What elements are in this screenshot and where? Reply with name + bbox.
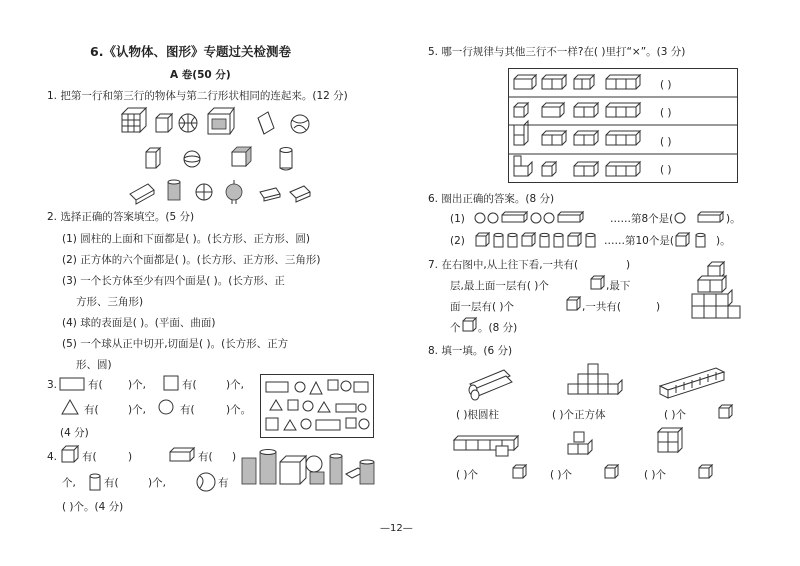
square-icon (164, 376, 178, 390)
small-cube-icon (566, 296, 582, 312)
can-icon (168, 180, 180, 200)
q1-row3-objects (120, 178, 320, 206)
q5-pattern-table (508, 68, 738, 183)
cube-icon (232, 147, 251, 166)
q7-line-3: 面一层有( )个 (450, 301, 515, 313)
small-cube-icon (590, 275, 606, 291)
q7-line-3-mid: ,一共有( (582, 301, 621, 313)
q2-line-1: (1) 圆柱的上面和下面都是( )。(长方形、正方形、圆) (62, 233, 310, 245)
q5-answer-row-1[interactable]: ( ) (660, 79, 672, 91)
circle-icon (159, 400, 173, 414)
cube-choice (676, 233, 689, 246)
cylinder-bundle-icon (464, 364, 524, 400)
page-title: 6.《认物体、图形》专题过关检测卷 (90, 44, 291, 59)
q3-rect-count: )个, (128, 379, 146, 391)
q2-line-3: (3) 一个长方体至少有四个面是( )。(长方形、正 (62, 275, 285, 287)
q3-tri-has: 有( (84, 404, 99, 416)
box-icon (156, 114, 172, 132)
q4-objects-picture (240, 448, 380, 488)
ball-icon (291, 115, 309, 133)
q7-line-4-end: 。(8 分) (478, 322, 518, 334)
tissue-box-icon (290, 186, 310, 202)
brick-icon (260, 188, 280, 201)
cylinder-icon (280, 148, 292, 171)
q4-cube-close: ) (128, 451, 133, 463)
q6-row2-question: ……第10个是( (604, 235, 674, 247)
q1-prompt: 1. 把第一行和第三行的物体与第二行形状相同的连起来。(12 分) (47, 90, 348, 102)
q2-line-4: (4) 球的表面是( )。(平面、曲面) (62, 317, 216, 329)
cube-l-shape-icon (566, 430, 596, 458)
basketball-icon (179, 114, 197, 132)
q7-line-1-end: ) (626, 259, 631, 271)
sphere-icon (197, 473, 215, 491)
q4-cylinder-count: )个, (148, 477, 166, 489)
q4-cuboid-has: 有( (198, 451, 213, 463)
q6-row1-choices[interactable] (672, 208, 728, 228)
q3-shapes-picture (260, 374, 374, 438)
q3-number: 3. (47, 379, 58, 391)
sphere-icon (184, 151, 200, 167)
rubik-cube-icon (122, 108, 146, 132)
q6-row1-sequence (474, 208, 614, 228)
section-a-heading: A 卷(50 分) (170, 69, 231, 81)
q7-cube-stack (688, 262, 748, 320)
q4-cuboid-close: ) (232, 451, 237, 463)
q8-b: ( )个正方体 (552, 409, 606, 421)
cuboid-icon (170, 448, 194, 461)
q3-square-count: )个, (226, 379, 244, 391)
small-cube-icon (462, 317, 478, 333)
q2-line-3-cont: 方形、三角形) (76, 296, 144, 308)
cube-2x2-icon (656, 428, 686, 458)
q4-cylinder-has: 有( (104, 477, 119, 489)
q3-square-has: 有( (182, 379, 197, 391)
q7-line-2: 层,最上面一层有( )个 (450, 280, 549, 292)
cube-icon (62, 446, 78, 462)
cylinder-choice (696, 233, 705, 247)
q5-prompt: 5. 哪一行规律与其他三行不一样?在( )里打“×”。(3 分) (428, 46, 686, 58)
q5-answer-row-3[interactable]: ( ) (660, 136, 672, 148)
q8-d: ( )个 (456, 469, 479, 481)
q4-cube-has: 有( (82, 451, 97, 463)
q6-row2-end: )。 (716, 235, 731, 247)
eraser-icon (258, 112, 274, 134)
q6-row1-end: )。 (726, 213, 741, 225)
beach-ball-icon (196, 184, 212, 200)
q6-prompt: 6. 圈出正确的答案。(8 分) (428, 193, 555, 205)
q1-row2-shapes (140, 146, 320, 172)
cube-steps-icon (566, 360, 626, 402)
page-number: —12— (380, 523, 413, 534)
q8-a: ( )根圆柱 (456, 409, 500, 421)
small-cube-icon (718, 404, 734, 420)
q6-row2-label: (2) (450, 235, 465, 247)
small-cube-icon (512, 464, 528, 480)
q4-number: 4. (47, 451, 58, 463)
q8-e: ( )个 (550, 469, 573, 481)
cuboid-icon (146, 148, 160, 168)
q6-row1-label: (1) (450, 213, 465, 225)
cylinder-icon (90, 474, 100, 490)
cube-row-flat-icon (452, 432, 532, 458)
q7-line-1: 7. 在右图中,从上往下看,一共有( (428, 259, 579, 271)
q6-row2-sequence (474, 230, 604, 250)
q6-row1-question: ……第8个是( (610, 213, 674, 225)
q2-line-5-cont: 形、圆) (76, 359, 112, 371)
q4-ge: 个, (62, 477, 76, 489)
q1-row1-objects (120, 108, 320, 138)
q8-f: ( )个 (644, 469, 667, 481)
circle-choice (675, 213, 685, 223)
q5-answer-row-4[interactable]: ( ) (660, 164, 672, 176)
small-cube-icon (698, 464, 714, 480)
cuboid-choice (698, 215, 720, 222)
q7-line-3-end: ) (656, 301, 661, 313)
q4-sphere-has: 有 (218, 477, 229, 489)
q3-score: (4 分) (60, 427, 89, 439)
tin-box-icon (208, 108, 234, 134)
rectangle-icon (60, 378, 84, 390)
q5-answer-row-2[interactable]: ( ) (660, 107, 672, 119)
lantern-icon (226, 180, 242, 204)
q8-c: ( )个 (664, 409, 687, 421)
q3-circle-has: 有( (180, 404, 195, 416)
q3-circle-count: )个。 (226, 404, 252, 416)
q2-line-5: (5) 一个球从正中切开,切面是( )。(长方形、正方 (62, 338, 289, 350)
q8-prompt: 8. 填一填。(6 分) (428, 345, 513, 357)
small-cube-icon (604, 464, 620, 480)
q7-line-2-end: ,最下 (606, 280, 631, 292)
q3-tri-count: )个, (128, 404, 146, 416)
q2-line-2: (2) 正方体的六个面都是( )。(长方形、正方形、三角形) (62, 254, 321, 266)
q3-rect-has: 有( (88, 379, 103, 391)
gift-box-icon (130, 184, 154, 204)
q6-row2-choices[interactable] (674, 230, 714, 250)
cube-row-diagonal-icon (656, 362, 736, 402)
q7-line-4: 个 (450, 322, 461, 334)
q2-prompt: 2. 选择正确的答案填空。(5 分) (47, 211, 195, 223)
triangle-icon (62, 400, 78, 414)
q4-sphere-count: ( )个。(4 分) (62, 501, 124, 513)
